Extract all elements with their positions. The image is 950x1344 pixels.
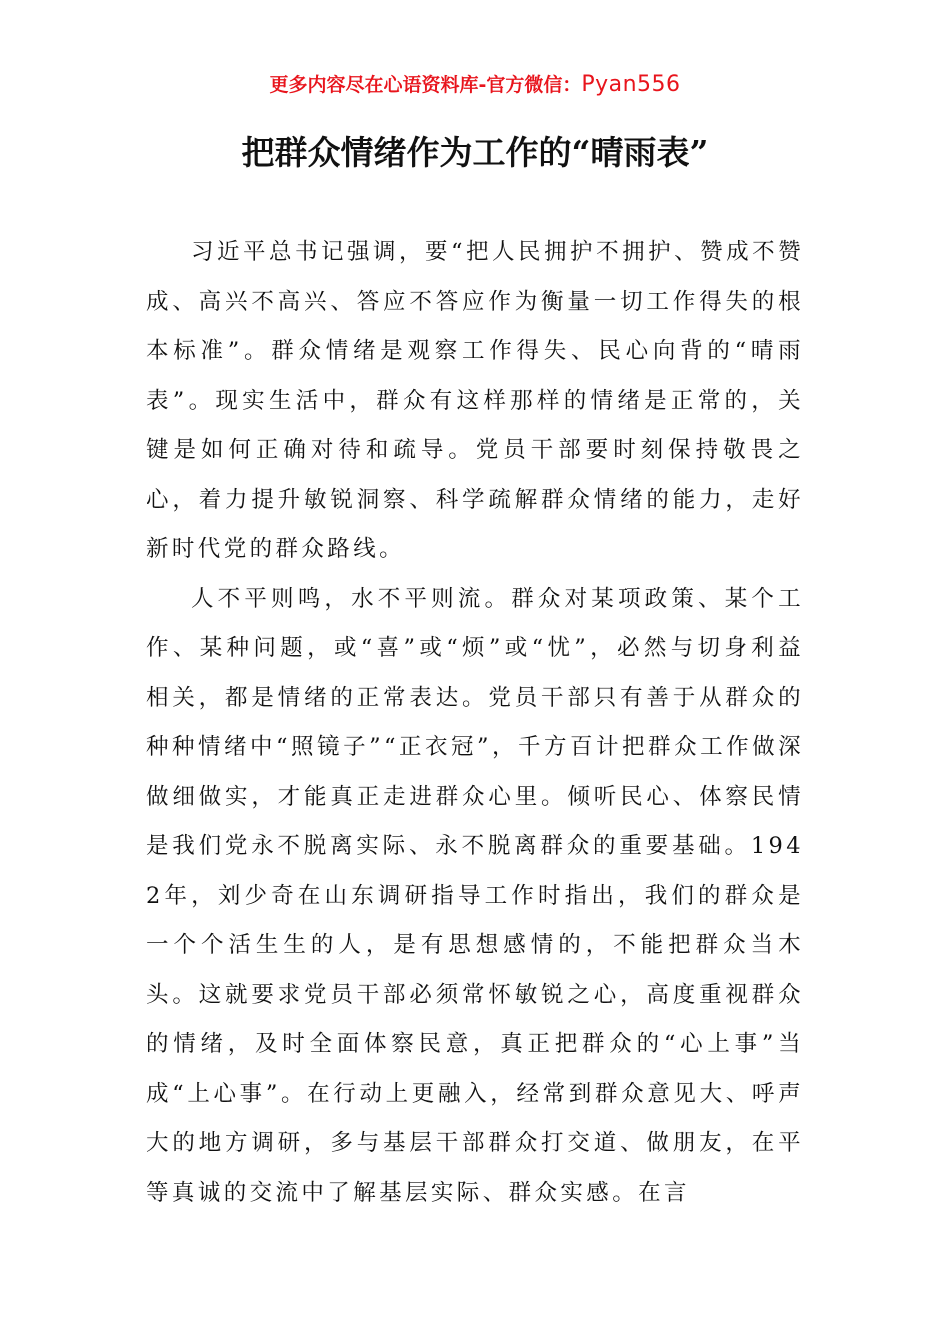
watermark-text: 更多内容尽在心语资料库-官方微信： bbox=[269, 74, 582, 96]
paragraph-2: 人不平则鸣，水不平则流。群众对某项政策、某个工作、某种问题，或“喜”或“烦”或“忧”，必然与切身利益相关，都是情绪的正常表达。党员干部只有善于从群众的种种情绪中“照镜子”“正衣冠”，千方百计把群众工作做深做细做实，才能真正走进群众心里。倾听民心、体察民情是我们党永不脱离实际、永不脱离群众的重要基础。1942年，刘少奇在山东调研指导工作时指出，我们的群众是一个个活生生的人，是有思想感情的，不能把群众当木头。这就要求党员干部必须常怀敏锐之心，高度重视群众的情绪，及时全面体察民意，真正把群众的“心上事”当成“上心事”。在行动上更融入，经常到群众意见大、呼声大的地方调研，多与基层干部群众打交道、做朋友，在平等真诚的交流中了解基层实际、群众实感。在言 bbox=[146, 585, 804, 1206]
document-title: 把群众情绪作为工作的“晴雨表” bbox=[241, 133, 709, 172]
watermark-handle: Pyan556 bbox=[581, 72, 681, 97]
watermark-banner bbox=[0, 70, 950, 97]
paragraph-1: 习近平总书记强调，要“把人民拥护不拥护、赞成不赞成、高兴不高兴、答应不答应作为衡量一切工作得失的根本标准”。群众情绪是观察工作得失、民心向背的“晴雨表”。现实生活中，群众有这样那样的情绪是正常的，关键是如何正确对待和疏导。党员干部要时刻保持敬畏之心，着力提升敏锐洞察、科学疏解群众情绪的能力，走好新时代党的群众路线。 bbox=[146, 239, 804, 562]
document-body bbox=[146, 228, 804, 1218]
